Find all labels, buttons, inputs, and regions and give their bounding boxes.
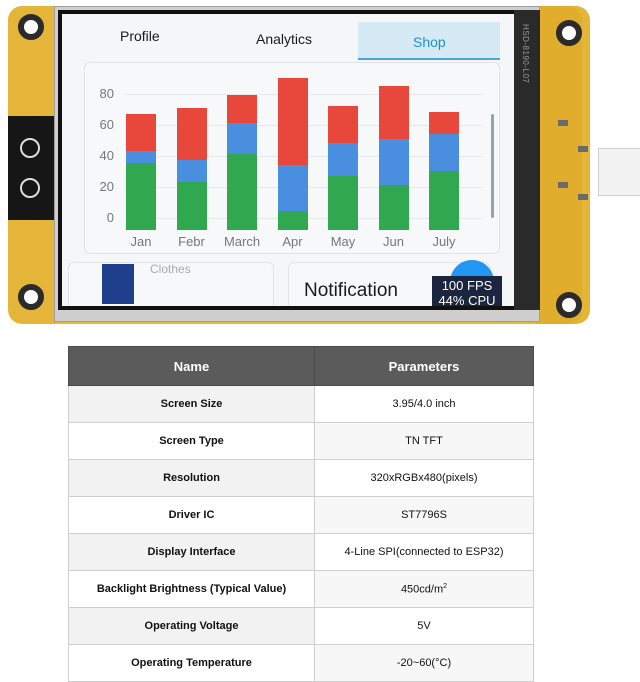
tab-profile[interactable]: Profile: [120, 28, 160, 44]
x-tick-label: Febr: [178, 234, 205, 249]
bar-segment: [227, 154, 257, 230]
table-row: [69, 534, 534, 571]
table-row: [69, 460, 534, 497]
table-header-row: [69, 347, 534, 386]
bar-segment: [379, 86, 409, 139]
y-tick-label: 20: [99, 179, 114, 194]
bar-segment: [379, 139, 409, 186]
tab-shop-label: Shop: [413, 34, 446, 50]
y-tick-label: 60: [99, 117, 114, 132]
mounting-hole-icon: [18, 284, 44, 310]
product-label: Clothes: [150, 262, 191, 276]
y-tick-label: 40: [99, 148, 114, 163]
x-tick-label: July: [432, 234, 456, 249]
row-name: Screen Size: [69, 386, 315, 423]
bar-segment: [429, 112, 459, 134]
bar-segment: [177, 182, 207, 230]
recycle-icon: [20, 178, 40, 198]
table-row: [69, 571, 534, 608]
row-value: TN TFT: [315, 423, 534, 460]
bar-may: [328, 106, 358, 230]
bar-segment: [126, 114, 156, 151]
table-row: [69, 386, 534, 423]
bar-febr: [177, 108, 207, 230]
bar-segment: [429, 171, 459, 230]
smd-component: [578, 194, 588, 200]
y-tick-label: 0: [106, 210, 114, 225]
row-value: [315, 571, 534, 608]
bar-segment: [126, 163, 156, 230]
notification-title: Notification: [304, 280, 398, 301]
smd-component: [558, 182, 568, 188]
tab-shop[interactable]: [358, 22, 500, 60]
row-value: ST7796S: [315, 497, 534, 534]
bar-segment: [429, 134, 459, 171]
table-row: [69, 423, 534, 460]
silkscreen-label: HSD-8190-L07: [521, 24, 530, 84]
bar-segment: [278, 78, 308, 165]
bar-july: [429, 112, 459, 230]
row-name: Operating Temperature: [69, 645, 315, 682]
bar-segment: [328, 176, 358, 230]
table-row: [69, 497, 534, 534]
x-tick-label: Jun: [383, 234, 404, 249]
x-tick-label: Jan: [130, 234, 152, 249]
y-tick-label: 80: [99, 86, 114, 101]
table-row: [69, 608, 534, 645]
spec-table: [68, 346, 534, 682]
bar-apr: [278, 78, 308, 230]
x-tick-label: May: [330, 234, 356, 249]
cpu-readout: 44% CPU: [438, 293, 496, 306]
row-value: -20~60(°C): [315, 645, 534, 682]
row-name: Backlight Brightness (Typical Value): [69, 571, 315, 608]
tab-analytics[interactable]: Analytics: [256, 31, 313, 47]
bar-march: [227, 95, 257, 230]
bar-segment: [177, 160, 207, 182]
bar-segment: [278, 165, 308, 212]
bar-segment: [227, 123, 257, 154]
unit-superscript: 2: [443, 582, 448, 590]
row-name: Display Interface: [69, 534, 315, 571]
perf-monitor: [432, 276, 502, 306]
row-value: 3.95/4.0 inch: [315, 386, 534, 423]
brightness-value: 450cd/m: [400, 583, 444, 596]
bar-segment: [227, 95, 257, 123]
header-name: Name: [69, 347, 315, 386]
fps-readout: 100 FPS: [441, 278, 493, 293]
bar-segment: [379, 185, 409, 230]
bar-segment: [328, 106, 358, 143]
row-name: Screen Type: [69, 423, 315, 460]
product-thumbnail: [102, 264, 134, 304]
bar-segment: [328, 143, 358, 176]
bar-jun: [379, 86, 409, 230]
warning-sticker: [8, 116, 54, 220]
usb-connector: [598, 148, 640, 196]
smd-component: [558, 120, 568, 126]
mounting-hole-icon: [556, 20, 582, 46]
bar-jan: [126, 114, 156, 230]
row-name: Driver IC: [69, 497, 315, 534]
mounting-hole-icon: [556, 292, 582, 318]
mounting-hole-icon: [18, 14, 44, 40]
row-value: 4-Line SPI(connected to ESP32): [315, 534, 534, 571]
lcd-screen: [62, 14, 514, 306]
x-tick-label: March: [223, 234, 261, 249]
row-name: Operating Voltage: [69, 608, 315, 645]
bar-segment: [177, 108, 207, 161]
row-value: 5V: [315, 608, 534, 645]
x-tick-label: Apr: [282, 234, 303, 249]
smd-component: [578, 146, 588, 152]
esd-icon: [20, 138, 40, 158]
bar-segment: [126, 151, 156, 163]
board-edge: [536, 6, 582, 324]
row-name: Resolution: [69, 460, 315, 497]
scrollbar[interactable]: [491, 114, 494, 218]
row-value: 320xRGBx480(pixels): [315, 460, 534, 497]
header-parameters: Parameters: [315, 347, 534, 386]
table-row: [69, 645, 534, 682]
bar-segment: [278, 211, 308, 230]
